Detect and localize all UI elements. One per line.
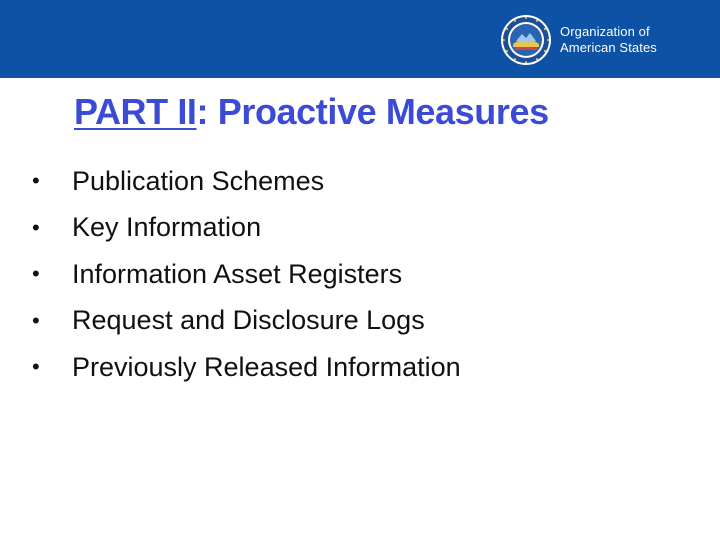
list-item-text: Information Asset Registers: [72, 258, 403, 289]
list-item-text: Request and Disclosure Logs: [72, 305, 425, 336]
list-item-text: Key Information: [72, 212, 262, 243]
oas-seal-icon: [500, 14, 552, 66]
bullet-icon: •: [32, 214, 40, 240]
bullet-icon: •: [32, 261, 40, 287]
bullet-list: [32, 158, 461, 391]
bullet-icon: •: [32, 168, 40, 194]
bullet-icon: •: [32, 354, 40, 380]
list-item: [32, 298, 461, 345]
bullet-icon: •: [32, 307, 40, 333]
list-item: [32, 344, 461, 391]
header-band: [0, 0, 720, 78]
org-name-line2: American States: [560, 40, 657, 55]
list-item: [32, 158, 461, 205]
title-part: PART II: [74, 91, 197, 132]
title-rest: : Proactive Measures: [196, 91, 549, 132]
slide-title: [74, 88, 549, 136]
list-item-text: Previously Released Information: [72, 351, 461, 382]
list-item-text: Publication Schemes: [72, 165, 325, 196]
list-item: [32, 251, 461, 298]
org-name-line1: Organization of: [560, 24, 650, 39]
list-item: [32, 205, 461, 252]
org-name: [560, 24, 657, 56]
oas-logo: [500, 12, 690, 68]
